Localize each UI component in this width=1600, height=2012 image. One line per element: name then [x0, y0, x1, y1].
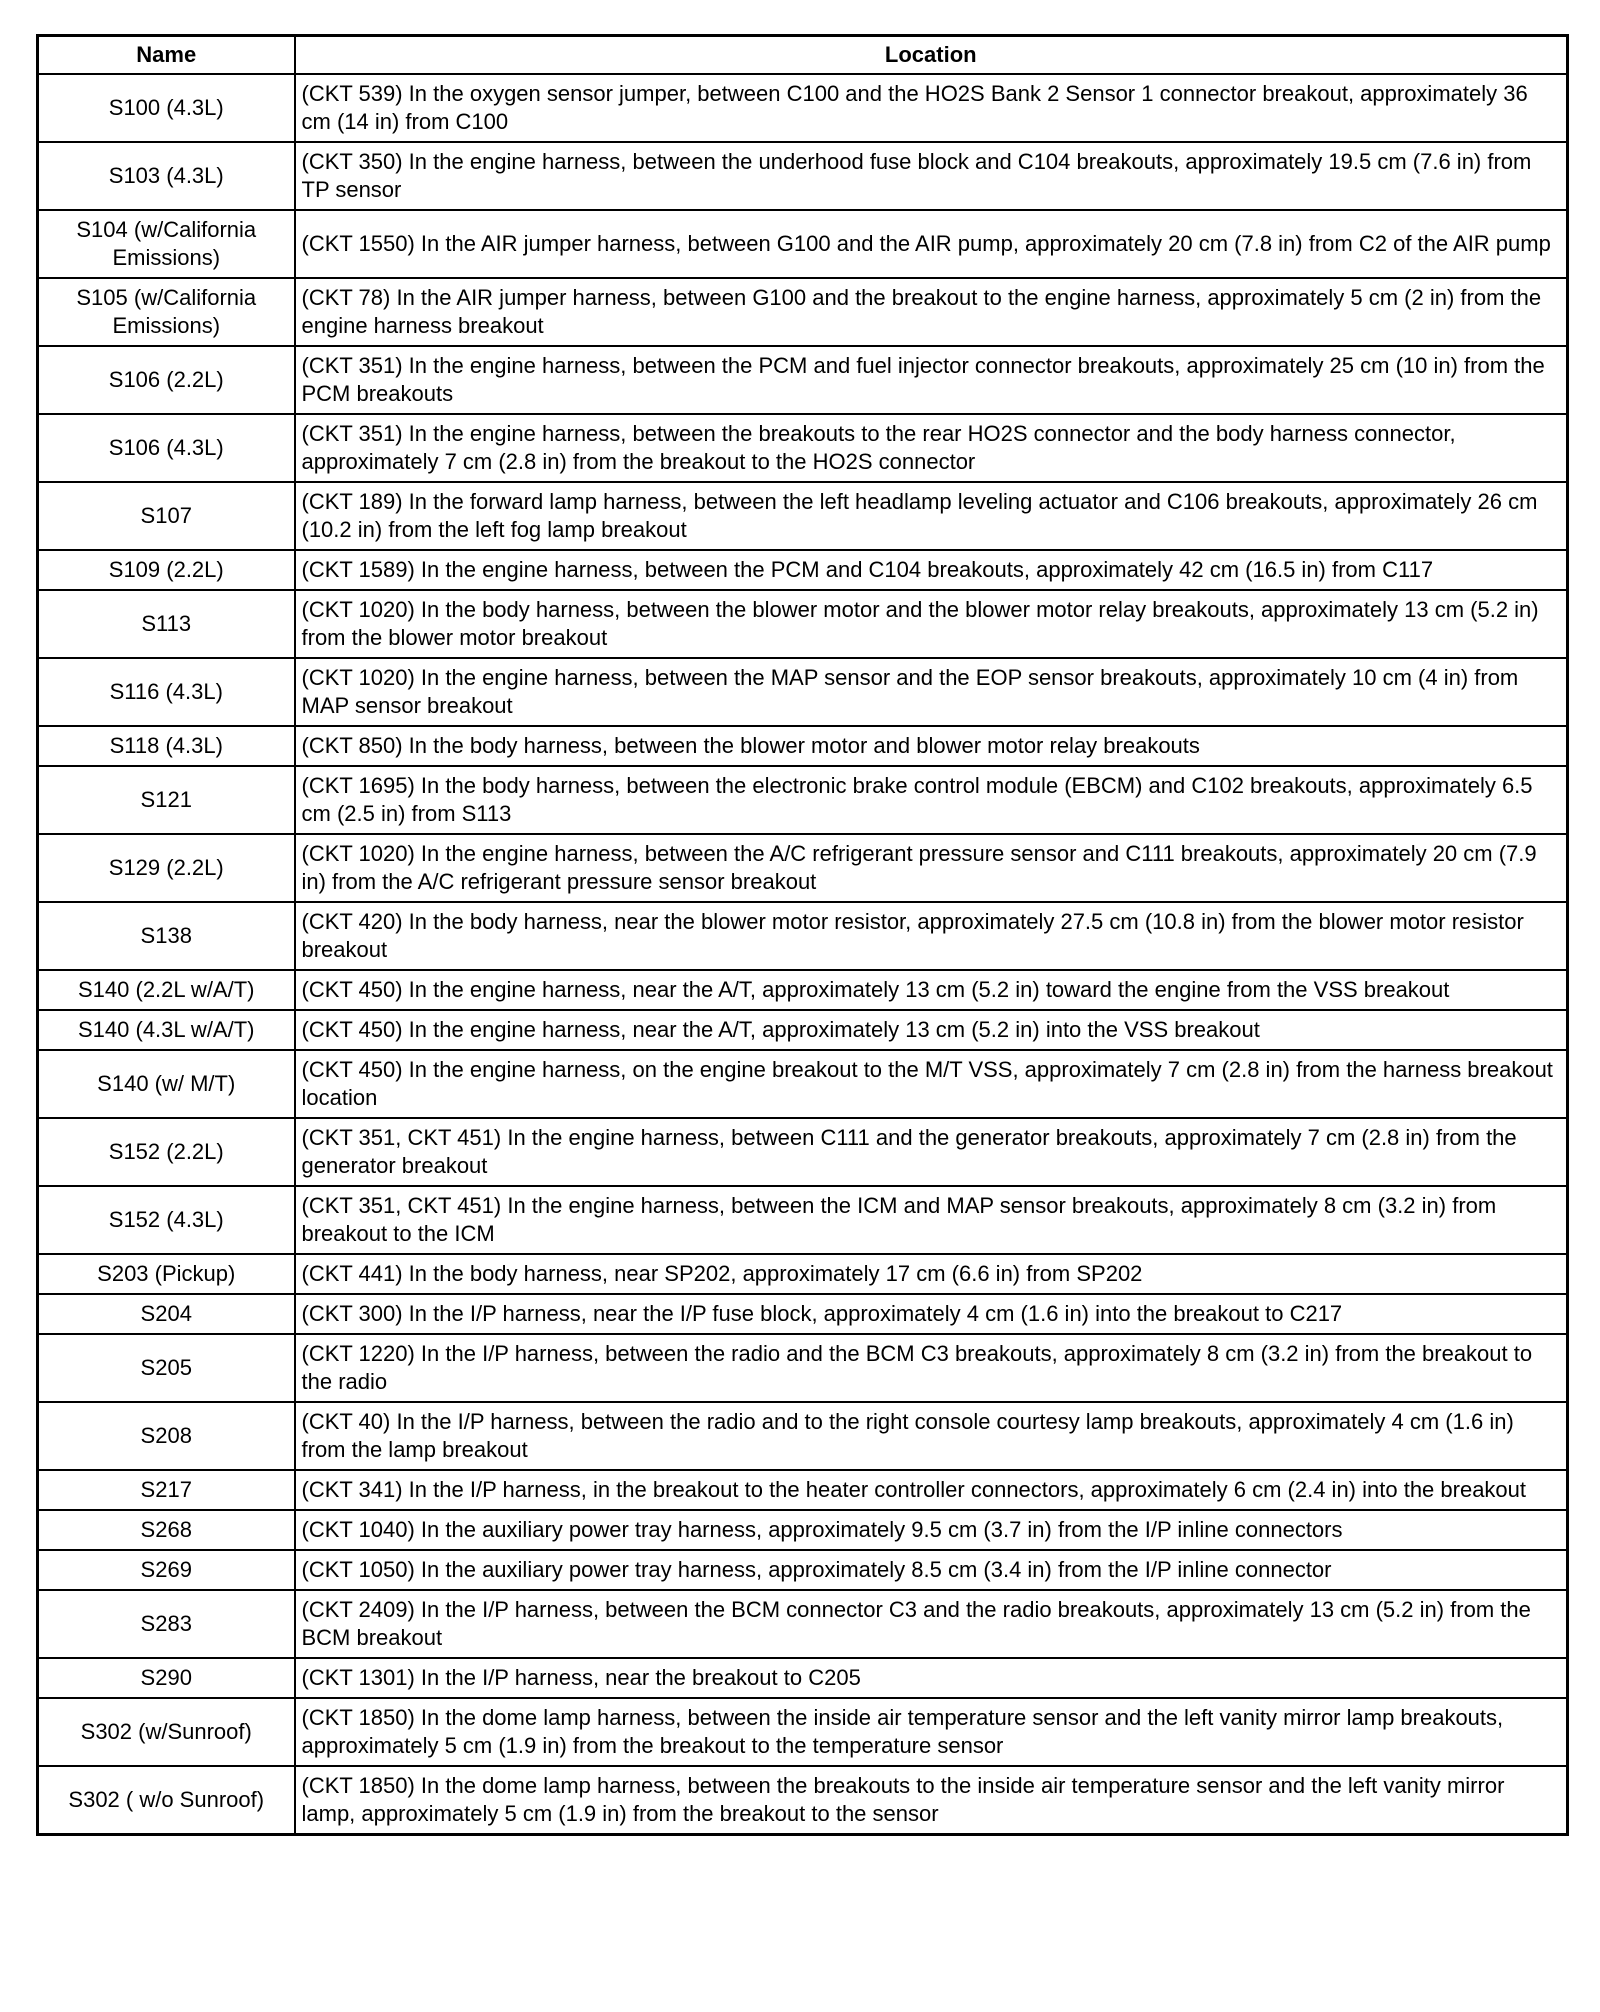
table-row — [38, 346, 1568, 414]
table-body — [38, 74, 1568, 1835]
column-header-location: Location — [295, 36, 1568, 75]
table-row — [38, 1510, 1568, 1550]
splice-location-cell: (CKT 1850) In the dome lamp harness, between the inside air temperature sensor and the left vanity mirror lamp breakouts, approximately 5 cm (1.9 in) from the breakout to the temperature sensor — [295, 1698, 1568, 1766]
splice-name-cell: S105 (w/California Emissions) — [38, 278, 295, 346]
splice-location-cell: (CKT 450) In the engine harness, near the A/T, approximately 13 cm (5.2 in) toward the engine from the VSS breakout — [295, 970, 1568, 1010]
table-row — [38, 414, 1568, 482]
splice-location-cell: (CKT 1850) In the dome lamp harness, between the breakouts to the inside air temperature sensor and the left vanity mirror lamp, approximately 5 cm (1.9 in) from the breakout to the sensor — [295, 1766, 1568, 1835]
table-row — [38, 74, 1568, 142]
splice-name-cell: S118 (4.3L) — [38, 726, 295, 766]
column-header-name: Name — [38, 36, 295, 75]
splice-location-cell: (CKT 351, CKT 451) In the engine harness, between the ICM and MAP sensor breakouts, approximately 8 cm (3.2 in) from breakout to the ICM — [295, 1186, 1568, 1254]
splice-name-cell: S104 (w/California Emissions) — [38, 210, 295, 278]
table-row — [38, 1294, 1568, 1334]
splice-name-cell: S140 (2.2L w/A/T) — [38, 970, 295, 1010]
splice-name-cell: S109 (2.2L) — [38, 550, 295, 590]
splice-location-cell: (CKT 1050) In the auxiliary power tray harness, approximately 8.5 cm (3.4 in) from the I/P inline connector — [295, 1550, 1568, 1590]
table-row — [38, 482, 1568, 550]
splice-location-cell: (CKT 351, CKT 451) In the engine harness, between C111 and the generator breakouts, approximately 7 cm (2.8 in) from the generator breakout — [295, 1118, 1568, 1186]
splice-name-cell: S290 — [38, 1658, 295, 1698]
splice-location-cell: (CKT 78) In the AIR jumper harness, between G100 and the breakout to the engine harness, approximately 5 cm (2 in) from the engine harness breakout — [295, 278, 1568, 346]
table-row — [38, 1590, 1568, 1658]
splice-location-cell: (CKT 1020) In the engine harness, between the MAP sensor and the EOP sensor breakouts, approximately 10 cm (4 in) from MAP sensor breakout — [295, 658, 1568, 726]
splice-location-cell: (CKT 420) In the body harness, near the blower motor resistor, approximately 27.5 cm (10.8 in) from the blower motor resistor breakout — [295, 902, 1568, 970]
splice-location-cell: (CKT 1589) In the engine harness, between the PCM and C104 breakouts, approximately 42 cm (16.5 in) from C117 — [295, 550, 1568, 590]
splice-location-cell: (CKT 350) In the engine harness, between the underhood fuse block and C104 breakouts, approximately 19.5 cm (7.6 in) from TP sensor — [295, 142, 1568, 210]
splice-name-cell: S152 (4.3L) — [38, 1186, 295, 1254]
table-row — [38, 658, 1568, 726]
table-row — [38, 278, 1568, 346]
splice-name-cell: S268 — [38, 1510, 295, 1550]
splice-location-cell: (CKT 1220) In the I/P harness, between the radio and the BCM C3 breakouts, approximately 8 cm (3.2 in) from the breakout to the radio — [295, 1334, 1568, 1402]
splice-location-cell: (CKT 189) In the forward lamp harness, between the left headlamp leveling actuator and C106 breakouts, approximately 26 cm (10.2 in) from the left fog lamp breakout — [295, 482, 1568, 550]
table-row — [38, 726, 1568, 766]
splice-name-cell: S107 — [38, 482, 295, 550]
table-row — [38, 1010, 1568, 1050]
splice-name-cell: S121 — [38, 766, 295, 834]
splice-location-cell: (CKT 450) In the engine harness, on the engine breakout to the M/T VSS, approximately 7 cm (2.8 in) from the harness breakout location — [295, 1050, 1568, 1118]
table-row — [38, 834, 1568, 902]
splice-name-cell: S138 — [38, 902, 295, 970]
splice-location-cell: (CKT 850) In the body harness, between the blower motor and blower motor relay breakouts — [295, 726, 1568, 766]
splice-name-cell: S208 — [38, 1402, 295, 1470]
splice-location-cell: (CKT 1040) In the auxiliary power tray harness, approximately 9.5 cm (3.7 in) from the I/P inline connectors — [295, 1510, 1568, 1550]
splice-name-cell: S106 (4.3L) — [38, 414, 295, 482]
splice-name-cell: S205 — [38, 1334, 295, 1402]
splice-location-table — [36, 34, 1569, 1836]
splice-location-cell: (CKT 1550) In the AIR jumper harness, between G100 and the AIR pump, approximately 20 cm (7.8 in) from C2 of the AIR pump — [295, 210, 1568, 278]
splice-name-cell: S113 — [38, 590, 295, 658]
splice-name-cell: S106 (2.2L) — [38, 346, 295, 414]
splice-name-cell: S302 ( w/o Sunroof) — [38, 1766, 295, 1835]
splice-location-cell: (CKT 341) In the I/P harness, in the breakout to the heater controller connectors, approximately 6 cm (2.4 in) into the breakout — [295, 1470, 1568, 1510]
splice-name-cell: S203 (Pickup) — [38, 1254, 295, 1294]
table-row — [38, 142, 1568, 210]
table-row — [38, 550, 1568, 590]
table-row — [38, 1402, 1568, 1470]
splice-location-cell: (CKT 1695) In the body harness, between the electronic brake control module (EBCM) and C102 breakouts, approximately 6.5 cm (2.5 in) from S113 — [295, 766, 1568, 834]
splice-name-cell: S283 — [38, 1590, 295, 1658]
table-header-row — [38, 36, 1568, 75]
table-row — [38, 1550, 1568, 1590]
table-row — [38, 1658, 1568, 1698]
splice-name-cell: S116 (4.3L) — [38, 658, 295, 726]
table-row — [38, 1470, 1568, 1510]
table-row — [38, 590, 1568, 658]
table-row — [38, 1186, 1568, 1254]
table-row — [38, 1698, 1568, 1766]
table-row — [38, 210, 1568, 278]
table-row — [38, 766, 1568, 834]
splice-location-cell: (CKT 351) In the engine harness, between the breakouts to the rear HO2S connector and the body harness connector, approximately 7 cm (2.8 in) from the breakout to the HO2S connector — [295, 414, 1568, 482]
splice-location-cell: (CKT 1301) In the I/P harness, near the breakout to C205 — [295, 1658, 1568, 1698]
splice-name-cell: S204 — [38, 1294, 295, 1334]
table-row — [38, 1334, 1568, 1402]
splice-name-cell: S140 (4.3L w/A/T) — [38, 1010, 295, 1050]
splice-name-cell: S100 (4.3L) — [38, 74, 295, 142]
splice-name-cell: S103 (4.3L) — [38, 142, 295, 210]
splice-location-cell: (CKT 450) In the engine harness, near the A/T, approximately 13 cm (5.2 in) into the VSS breakout — [295, 1010, 1568, 1050]
splice-name-cell: S269 — [38, 1550, 295, 1590]
splice-name-cell: S152 (2.2L) — [38, 1118, 295, 1186]
table-row — [38, 1118, 1568, 1186]
table-row — [38, 1766, 1568, 1835]
splice-name-cell: S129 (2.2L) — [38, 834, 295, 902]
table-row — [38, 1254, 1568, 1294]
table-row — [38, 1050, 1568, 1118]
table-row — [38, 902, 1568, 970]
splice-name-cell: S302 (w/Sunroof) — [38, 1698, 295, 1766]
splice-name-cell: S140 (w/ M/T) — [38, 1050, 295, 1118]
splice-location-cell: (CKT 351) In the engine harness, between the PCM and fuel injector connector breakouts, approximately 25 cm (10 in) from the PCM breakouts — [295, 346, 1568, 414]
table-row — [38, 970, 1568, 1010]
splice-location-cell: (CKT 539) In the oxygen sensor jumper, between C100 and the HO2S Bank 2 Sensor 1 connector breakout, approximately 36 cm (14 in) from C100 — [295, 74, 1568, 142]
splice-location-cell: (CKT 1020) In the engine harness, between the A/C refrigerant pressure sensor and C111 breakouts, approximately 20 cm (7.9 in) from the A/C refrigerant pressure sensor breakout — [295, 834, 1568, 902]
splice-name-cell: S217 — [38, 1470, 295, 1510]
splice-location-cell: (CKT 1020) In the body harness, between the blower motor and the blower motor relay breakouts, approximately 13 cm (5.2 in) from the blower motor breakout — [295, 590, 1568, 658]
splice-location-cell: (CKT 300) In the I/P harness, near the I/P fuse block, approximately 4 cm (1.6 in) into the breakout to C217 — [295, 1294, 1568, 1334]
splice-location-cell: (CKT 2409) In the I/P harness, between the BCM connector C3 and the radio breakouts, approximately 13 cm (5.2 in) from the BCM breakout — [295, 1590, 1568, 1658]
splice-location-cell: (CKT 441) In the body harness, near SP202, approximately 17 cm (6.6 in) from SP202 — [295, 1254, 1568, 1294]
splice-location-cell: (CKT 40) In the I/P harness, between the radio and to the right console courtesy lamp breakouts, approximately 4 cm (1.6 in) from the lamp breakout — [295, 1402, 1568, 1470]
